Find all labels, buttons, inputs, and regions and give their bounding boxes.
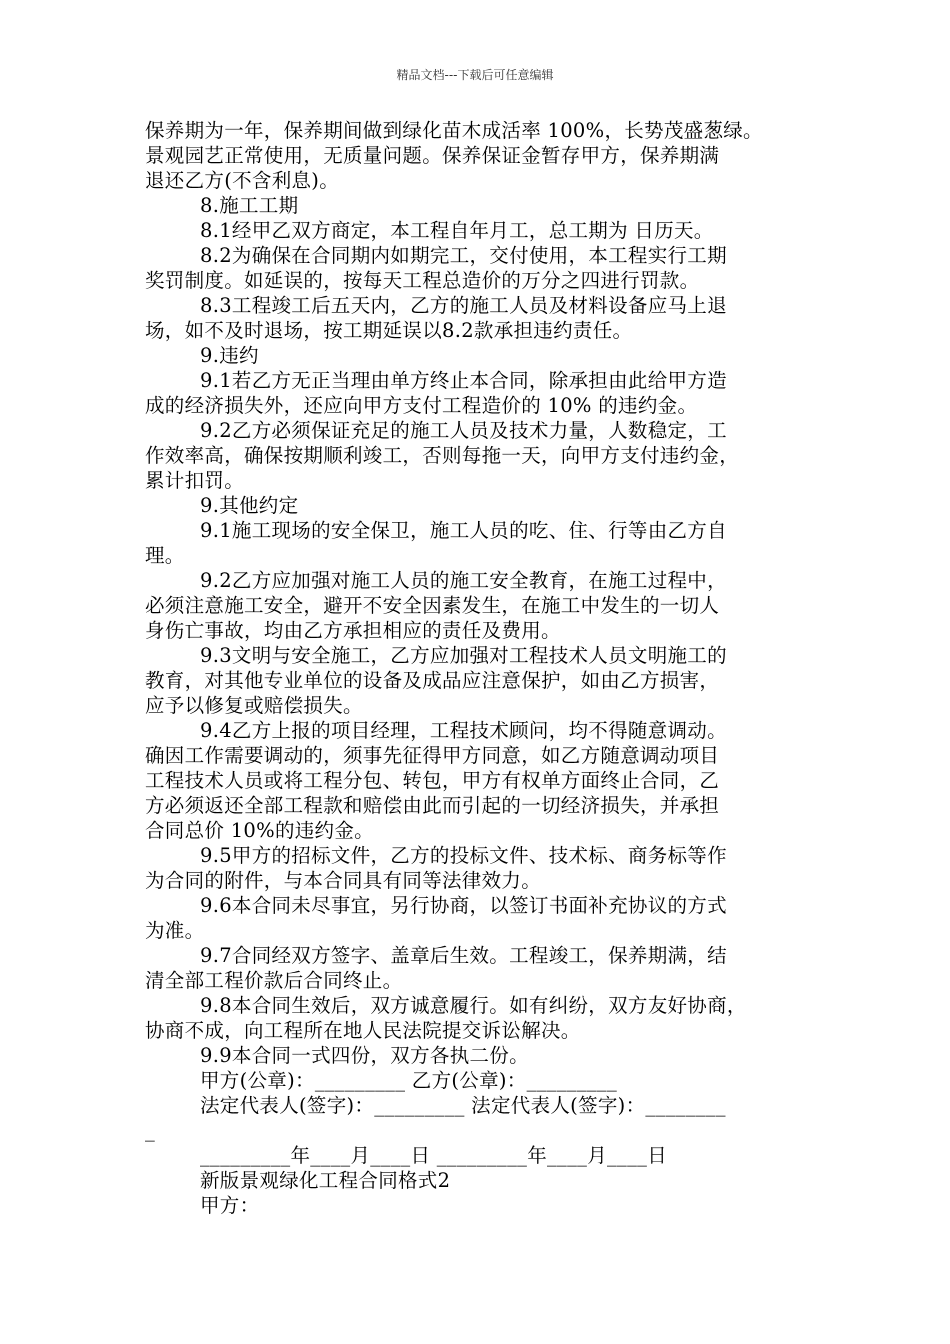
text-line: 奖罚制度。如延误的，按每天工程总造价的万分之四进行罚款。 [145,269,700,292]
text-line: 9.9本合同一式四份，双方各执二份。 [200,1044,529,1067]
text-line: 9.5甲方的招标文件，乙方的投标文件、技术标、商务标等作 [200,844,727,867]
text-line: 8.1经甲乙双方商定，本工程自年月工，总工期为 日历天。 [200,219,714,242]
text-line: 身伤亡事故，均由乙方承担相应的责任及费用。 [145,619,561,642]
text-line: 教育，对其他专业单位的设备及成品应注意保护，如由乙方损害， [145,669,720,692]
text-line: 理。 [145,544,185,567]
text-line: 场，如不及时退场，按工期延误以8.2款承担违约责任。 [145,319,633,342]
text-line: 方必须返还全部工程款和赔偿由此而引起的一切经济损失，并承担 [145,794,720,817]
text-line: 应予以修复或赔偿损失。 [145,694,363,717]
text-line: 9.违约 [200,344,259,367]
text-line: _ [145,1119,156,1142]
text-line: 9.7合同经双方签字、盖章后生效。工程竣工，保养期满，结 [200,944,727,967]
text-line: 9.1若乙方无正当理由单方终止本合同，除承担由此给甲方造 [200,369,727,392]
text-line: 为合同的附件，与本合同具有同等法律效力。 [145,869,542,892]
text-line: 9.8本合同生效后，双方诚意履行。如有纠纷，双方友好协商， [200,994,747,1017]
text-line: 工程技术人员或将工程分包、转包，甲方有权单方面终止合同，乙 [145,769,720,792]
text-line: 9.2乙方应加强对施工人员的施工安全教育，在施工过程中， [200,569,727,592]
text-line: 景观园艺正常使用，无质量问题。保养保证金暂存甲方，保养期满 [145,144,720,167]
text-line: 新版景观绿化工程合同格式2 [200,1169,451,1192]
text-line: 8.3工程竣工后五天内，乙方的施工人员及材料设备应马上退 [200,294,727,317]
text-line: 9.1施工现场的安全保卫，施工人员的吃、住、行等由乙方自 [200,519,727,542]
text-line: 甲方(公章)：_________ 乙方(公章)：_________ [200,1069,618,1092]
text-line: 法定代表人(签字)：_________ 法定代表人(签字)：________ [200,1094,726,1117]
text-line: 9.3文明与安全施工，乙方应加强对工程技术人员文明施工的 [200,644,727,667]
text-line: 合同总价 10%的违约金。 [145,819,374,842]
page-header: 精品文档---下载后可任意编辑 [396,68,554,82]
text-line: 保养期为一年，保养期间做到绿化苗木成活率 100%，长势茂盛葱绿。 [145,119,763,142]
text-line: 9.2乙方必须保证充足的施工人员及技术力量，人数稳定，工 [200,419,727,442]
text-line: 退还乙方(不含利息)。 [145,169,340,192]
text-line: 8.施工工期 [200,194,299,217]
text-line: 8.2为确保在合同期内如期完工，交付使用，本工程实行工期 [200,244,727,267]
text-line: 累计扣罚。 [145,469,245,492]
text-line: 确因工作需要调动的，须事先征得甲方同意，如乙方随意调动项目 [145,744,720,767]
text-line: 协商不成，向工程所在地人民法院提交诉讼解决。 [145,1019,581,1042]
document-body [145,118,815,1218]
text-line: 9.4乙方上报的项目经理，工程技术顾问，均不得随意调动。 [200,719,727,742]
text-line: 作效率高，确保按期顺利竣工，否则每拖一天，向甲方支付违约金， [145,444,740,467]
text-line: 9.其他约定 [200,494,299,517]
text-line: 甲方： [200,1194,260,1217]
text-line: 为准。 [145,919,205,942]
text-line: 必须注意施工安全，避开不安全因素发生，在施工中发生的一切人 [145,594,720,617]
text-line: 清全部工程价款后合同终止。 [145,969,403,992]
text-line: _________年____月____日 _________年____月____日 [200,1144,667,1167]
text-line: 成的经济损失外，还应向甲方支付工程造价的 10% 的违约金。 [145,394,698,417]
text-line: 9.6本合同未尽事宜，另行协商，以签订书面补充协议的方式 [200,894,727,917]
